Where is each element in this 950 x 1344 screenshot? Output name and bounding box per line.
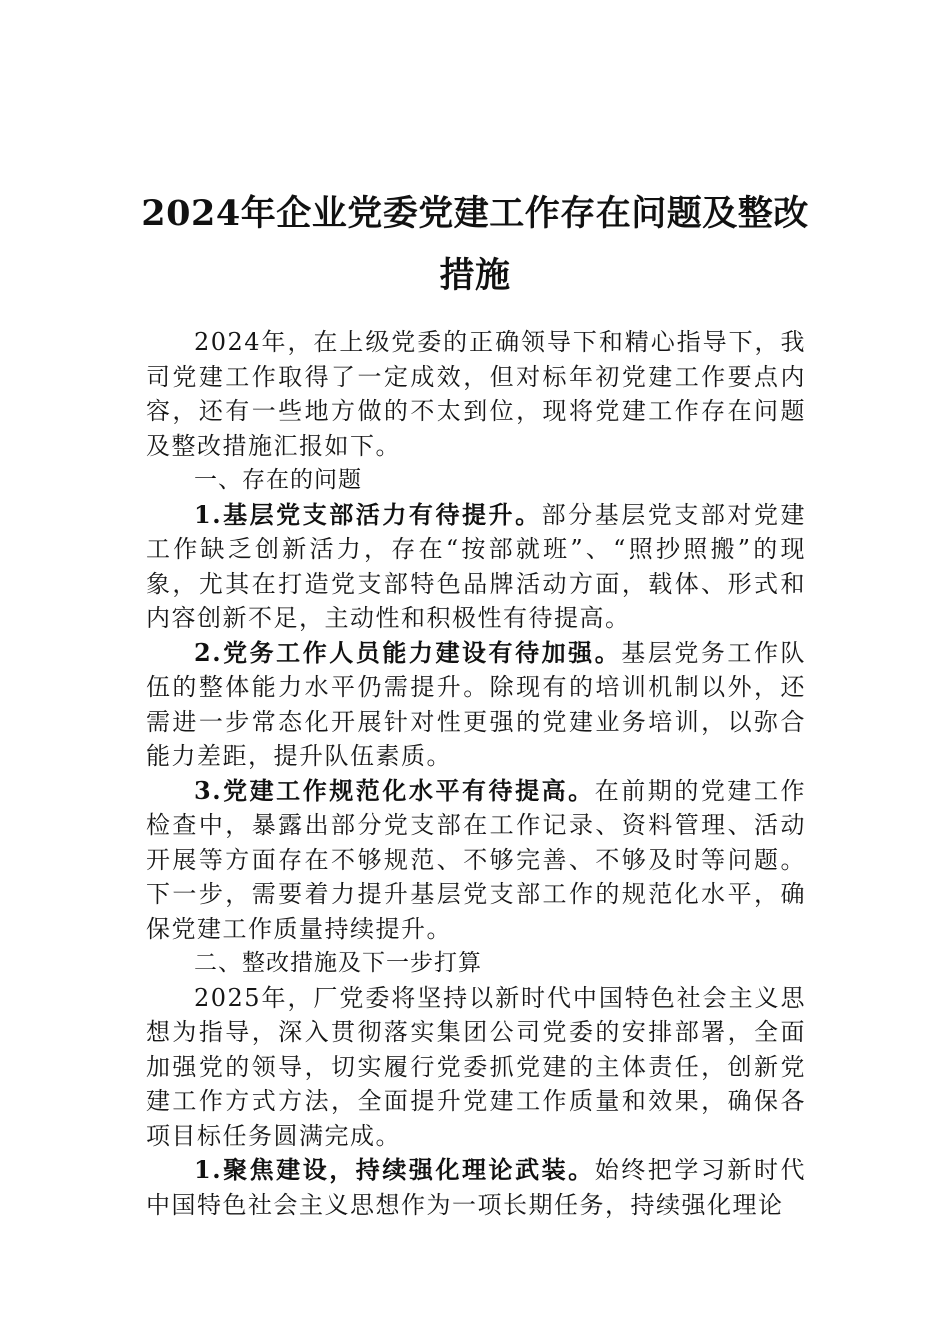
problem-item-1 bbox=[146, 498, 806, 636]
measure-item-1 bbox=[146, 1153, 806, 1222]
title-line-1: 2024年企业党委党建工作存在问题及整改 bbox=[141, 193, 809, 235]
measure-item-1-text: 始终把学习新时代中国特色社会主义思想作为一项长期任务，持续强化理论 bbox=[146, 1156, 807, 1219]
problem-item-3-text: 在前期的党建工作检查中，暴露出部分党支部在工作记录、资料管理、活动开展等方面存在不够规范、不够完善、不够及时等问题。下一步，需要着力提升基层党支部工作的规范化水平，确保党建工作质量持续提升。 bbox=[146, 776, 807, 943]
problem-item-3 bbox=[146, 774, 806, 947]
section-heading-problems: 一、存在的问题 bbox=[194, 467, 362, 493]
problem-item-2-lead: 2.党务工作人员能力建设有待加强。 bbox=[194, 637, 622, 667]
section-heading-measures: 二、整改措施及下一步打算 bbox=[194, 950, 482, 976]
intro-paragraph: 2024年，在上级党委的正确领导下和精心指导下，我司党建工作取得了一定成效，但对标年初党建工作要点内容，还有一些地方做的不太到位，现将党建工作存在问题及整改措施汇报如下。 bbox=[146, 328, 806, 460]
problem-item-3-lead: 3.党建工作规范化水平有待提高。 bbox=[194, 775, 595, 805]
problem-item-1-text: 部分基层党支部对党建工作缺乏创新活力，存在“按部就班”、“照抄照搬”的现象，尤其在打造党支部特色品牌活动方面，载体、形式和内容创新不足，主动性和积极性有待提高。 bbox=[146, 500, 806, 632]
title-line-2: 措施 bbox=[439, 255, 511, 297]
document-title bbox=[120, 183, 830, 307]
document-body bbox=[146, 325, 806, 1222]
problem-item-2-text: 基层党务工作队伍的整体能力水平仍需提升。除现有的培训机制以外，还需进一步常态化开展针对性更强的党建业务培训，以弥合能力差距，提升队伍素质。 bbox=[146, 638, 807, 770]
problem-item-1-lead: 1.基层党支部活力有待提升。 bbox=[194, 499, 542, 529]
problem-item-2 bbox=[146, 636, 806, 774]
measure-item-1-lead: 1.聚焦建设，持续强化理论武装。 bbox=[194, 1155, 595, 1184]
measures-intro-paragraph: 2025年，厂党委将坚持以新时代中国特色社会主义思想为指导，深入贯彻落实集团公司党委的安排部署，全面加强党的领导，切实履行党委抓党建的主体责任，创新党建工作方式方法，全面提升党建工作质量和效果，确保各项目标任务圆满完成。 bbox=[146, 983, 806, 1150]
